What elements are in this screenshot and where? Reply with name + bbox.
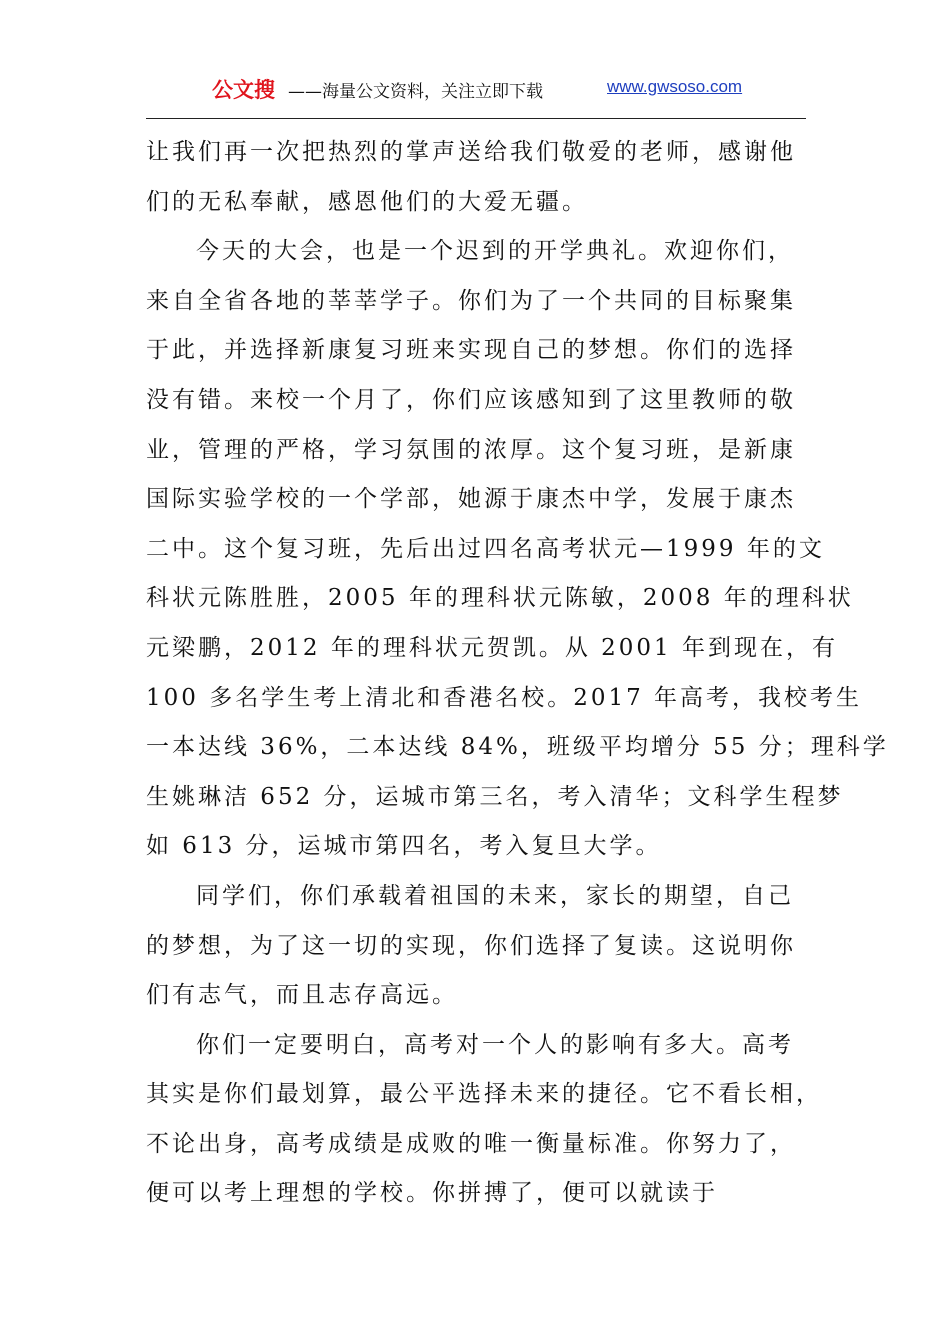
- page-header: [146, 70, 806, 119]
- text-line: 不论出身，高考成绩是成败的唯一衡量标准。你努力了，: [146, 1130, 796, 1157]
- text-line: 们的无私奉献，感恩他们的大爱无疆。: [146, 188, 588, 215]
- text-line: 国际实验学校的一个学部，她源于康杰中学，发展于康杰: [146, 486, 796, 513]
- text-line: 没有错。来校一个月了，你们应该感知到了这里教师的敬: [146, 386, 796, 413]
- text-line: 来自全省各地的莘莘学子。你们为了一个共同的目标聚集: [146, 287, 796, 314]
- text-line: 的梦想，为了这一切的实现，你们选择了复读。这说明你: [146, 932, 796, 959]
- text-line: 生姚琳洁 652 分，运城市第三名，考入清华；文科学生程梦: [146, 783, 844, 810]
- paragraph-start-line: 同学们，你们承载着祖国的未来，家长的期望，自己: [196, 882, 794, 909]
- brand-logo-text: 公文搜: [212, 78, 275, 102]
- paragraph-start-line: 今天的大会，也是一个迟到的开学典礼。欢迎你们，: [196, 238, 794, 265]
- text-line: 一本达线 36%，二本达线 84%，班级平均增分 55 分；理科学: [146, 734, 889, 761]
- text-line: 于此，并选择新康复习班来实现自己的梦想。你们的选择: [146, 337, 796, 364]
- text-line: 业，管理的严格，学习氛围的浓厚。这个复习班，是新康: [146, 436, 796, 463]
- text-line: 让我们再一次把热烈的掌声送给我们敬爱的老师，感谢他: [146, 139, 796, 165]
- text-line: 便可以考上理想的学校。你拼搏了，便可以就读于: [146, 1180, 718, 1207]
- header-tagline: ——海量公文资料，关注立即下载: [288, 82, 543, 102]
- text-line: 如 613 分，运城市第四名，考入复旦大学。: [146, 833, 662, 860]
- website-link[interactable]: www.gwsoso.com: [607, 77, 743, 96]
- text-line: 们有志气，而且志存高远。: [146, 982, 458, 1009]
- text-line: 科状元陈胜胜，2005 年的理科状元陈敏，2008 年的理科状: [146, 585, 854, 612]
- text-line: 元梁鹏，2012 年的理科状元贺凯。从 2001 年到现在，有: [146, 634, 838, 661]
- text-line: 100 多名学生考上清北和香港名校。2017 年高考，我校考生: [146, 684, 863, 711]
- paragraph-start-line: 你们一定要明白，高考对一个人的影响有多大。高考: [196, 1031, 794, 1058]
- text-line: 其实是你们最划算，最公平选择未来的捷径。它不看长相，: [146, 1081, 822, 1108]
- document-body: [146, 128, 889, 1219]
- text-line: 二中。这个复习班，先后出过四名高考状元—1999 年的文: [146, 535, 825, 562]
